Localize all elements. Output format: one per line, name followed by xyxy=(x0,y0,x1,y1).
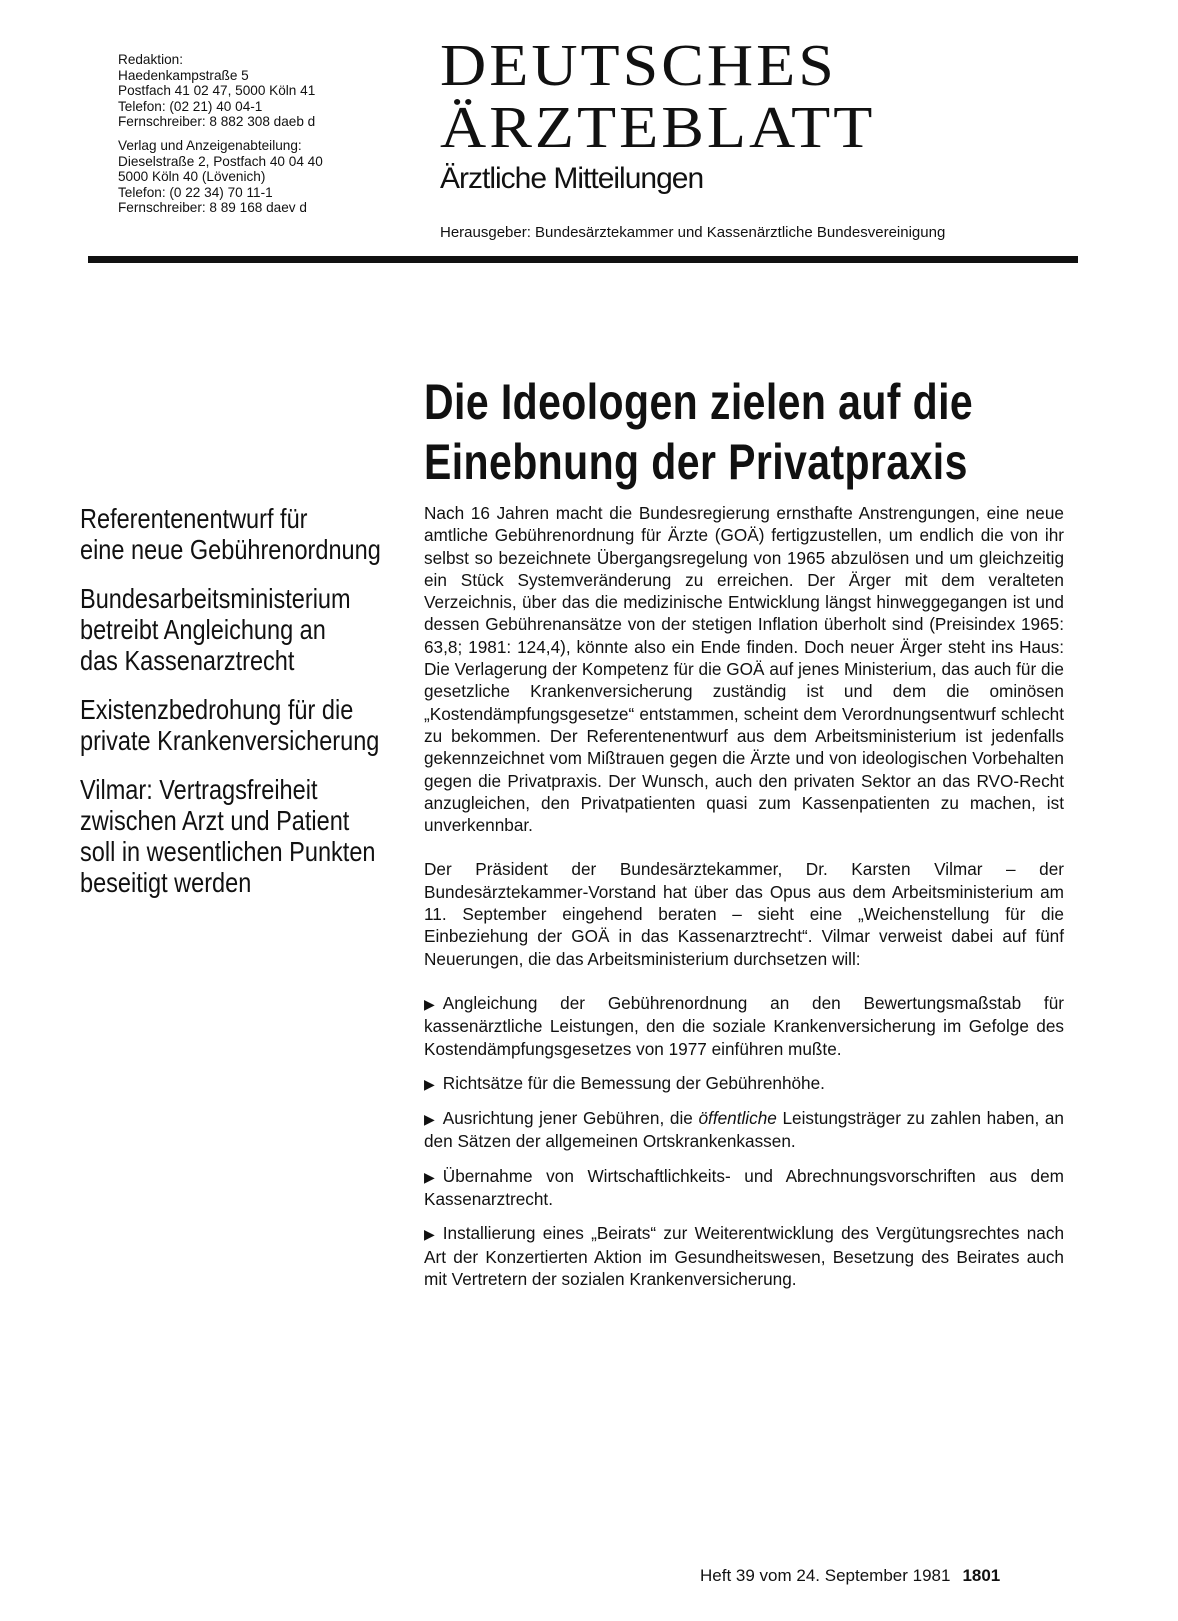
bullet-arrow-icon: ▶ xyxy=(424,1075,435,1092)
address-line: Fernschreiber: 8 882 308 daeb d xyxy=(118,114,316,130)
bullet-item xyxy=(424,1165,1064,1211)
body-paragraph: Nach 16 Jahren macht die Bundesregierung ernsthafte Anstrengungen, eine neue amtliche Gebührenordnung für Ärzte (GOÄ) fertigzustellen, um endlich die von ihr selbst so bezeichnete Übergangsregelung von 1965 abzulösen und um gleichzeitig ein Stück Systemveränderung zu erreichen. Der Ärger mit dem veralteten Verzeichnis, über das die medizinische Entwicklung längst hinweggegangen ist und dessen Gebührenansätze von der stetigen Inflation überholt sind (Preisindex 1965: 63,8; 1981: 124,4), könnte also ein Ende finden. Doch neuer Ärger steht ins Haus: Die Verlagerung der Kompetenz für die GOÄ auf jenes Ministerium, das auch für die gesetzliche Krankenversicherung zuständig ist und dem die ominösen „Kostendämpfungsgesetze“ entstammen, scheint dem Verordnungsentwurf schlecht zu bekommen. Der Referentenentwurf aus dem Arbeitsministerium ist jedenfalls gekennzeichnet vom Mißtrauen gegen die Ärzte und von ideologischen Vorbehalten gegen die Privatpraxis. Der Wunsch, auch den privaten Sektor an das RVO-Recht anzugleichen, den Privatpatienten quasi zum Kassenpatienten zu machen, ist unverkennbar. xyxy=(424,503,1064,836)
summary-line: das Kassenarztrecht xyxy=(80,645,295,676)
page-footer xyxy=(700,1566,1000,1586)
masthead-title-line1: DEUTSCHES xyxy=(440,32,837,98)
address-line: Redaktion: xyxy=(118,52,183,67)
bullet-arrow-icon: ▶ xyxy=(424,995,435,1012)
summary-line: betreibt Angleichung an xyxy=(80,614,326,645)
body-paragraph: Der Präsident der Bundesärztekammer, Dr. Karsten Vilmar – der Bundesärztekammer-Vorstand hat über das Opus aus dem Arbeitsministerium am 11. September eingehend beraten – sieht eine „Weichenstellung für die Einbeziehung der GOÄ in das Kassenarztrecht“. Vilmar verweist dabei auf fünf Neuerungen, die das Arbeitsministerium durchsetzen will: xyxy=(424,859,1064,969)
summary-line: Bundesarbeitsministerium xyxy=(80,583,351,614)
summary-item xyxy=(80,694,399,756)
address-line: Verlag und Anzeigenabteilung: xyxy=(118,137,302,153)
summary-line: Vilmar: Vertragsfreiheit xyxy=(80,774,318,805)
address-line: Telefon: (0 22 34) 70 11-1 xyxy=(118,184,273,200)
bullet-item xyxy=(424,992,1064,1060)
bullet-text: Ausrichtung jener Gebühren, die xyxy=(442,1108,693,1129)
summary-line: Existenzbedrohung für die xyxy=(80,694,354,725)
editorial-address-block xyxy=(118,52,408,216)
bullet-arrow-icon: ▶ xyxy=(424,1226,435,1243)
address-line: Dieselstraße 2, Postfach 40 04 40 xyxy=(118,153,323,169)
bullet-arrow-icon: ▶ xyxy=(424,1111,435,1128)
article-body xyxy=(424,502,1064,1302)
address-line: Fernschreiber: 8 89 168 daev d xyxy=(118,200,307,216)
summary-line: eine neue Gebührenordnung xyxy=(80,534,381,565)
summary-line: soll in wesentlichen Punkten xyxy=(80,836,376,867)
bullet-emphasis: öffentliche xyxy=(698,1108,777,1129)
summary-line: zwischen Arzt und Patient xyxy=(80,805,350,836)
summary-line: private Krankenversicherung xyxy=(80,725,380,756)
bullet-item xyxy=(424,1072,1064,1095)
article-headline xyxy=(424,372,998,492)
summary-item xyxy=(80,774,399,898)
address-line: Postfach 41 02 47, 5000 Köln 41 xyxy=(118,83,316,99)
summary-line: Referentenentwurf für xyxy=(80,503,308,534)
bullet-list xyxy=(424,992,1064,1290)
bullet-item xyxy=(424,1222,1064,1290)
summary-item xyxy=(80,583,399,676)
bullet-text: Installierung eines „Beirats“ zur Weiterentwicklung des Vergütungsrechtes nach Art der Konzertierten Aktion im Gesundheitswesen, Besetzung des Beirates auch mit Vertretern der sozialen Krankenversicherung. xyxy=(424,1223,1064,1289)
headline-line: Einebnung der Privatpraxis xyxy=(424,434,968,490)
masthead-subtitle: Ärztliche Mitteilungen xyxy=(440,162,704,195)
masthead-title-line2: ÄRZTEBLATT xyxy=(440,94,876,160)
masthead-rule xyxy=(88,256,1078,263)
address-line: Haedenkampstraße 5 xyxy=(118,67,249,83)
issue-info: Heft 39 vom 24. September 1981 xyxy=(700,1566,951,1585)
bullet-text: Übernahme von Wirtschaftlichkeits- und Abrechnungsvorschriften aus dem Kassenarztrecht. xyxy=(424,1165,1064,1210)
sidebar-summary xyxy=(80,503,400,916)
bullet-item xyxy=(424,1107,1064,1153)
bullet-text: Richtsätze für die Bemessung der Gebührenhöhe. xyxy=(442,1072,825,1093)
address-line: 5000 Köln 40 (Lövenich) xyxy=(118,169,266,185)
bullet-text: Leistungsträger zu zahlen haben, an den Sätzen der allgemeinen Ortskrankenkassen. xyxy=(424,1108,1064,1152)
bullet-text: Angleichung der Gebührenordnung an den Bewertungsmaßstab für kassenärztliche Leistungen, den die soziale Krankenversicherung im Gefolge des Kostendämpfungsgesetzes von 1977 einführen mußte. xyxy=(424,992,1064,1059)
page-number: 1801 xyxy=(962,1566,1001,1585)
publisher-line: Herausgeber: Bundesärztekammer und Kassenärztliche Bundesvereinigung xyxy=(440,224,946,241)
bullet-arrow-icon: ▶ xyxy=(424,1168,435,1185)
address-line: Telefon: (02 21) 40 04-1 xyxy=(118,98,263,114)
headline-line: Die Ideologen zielen auf die xyxy=(424,374,974,430)
summary-item xyxy=(80,503,399,565)
summary-line: beseitigt werden xyxy=(80,867,252,898)
